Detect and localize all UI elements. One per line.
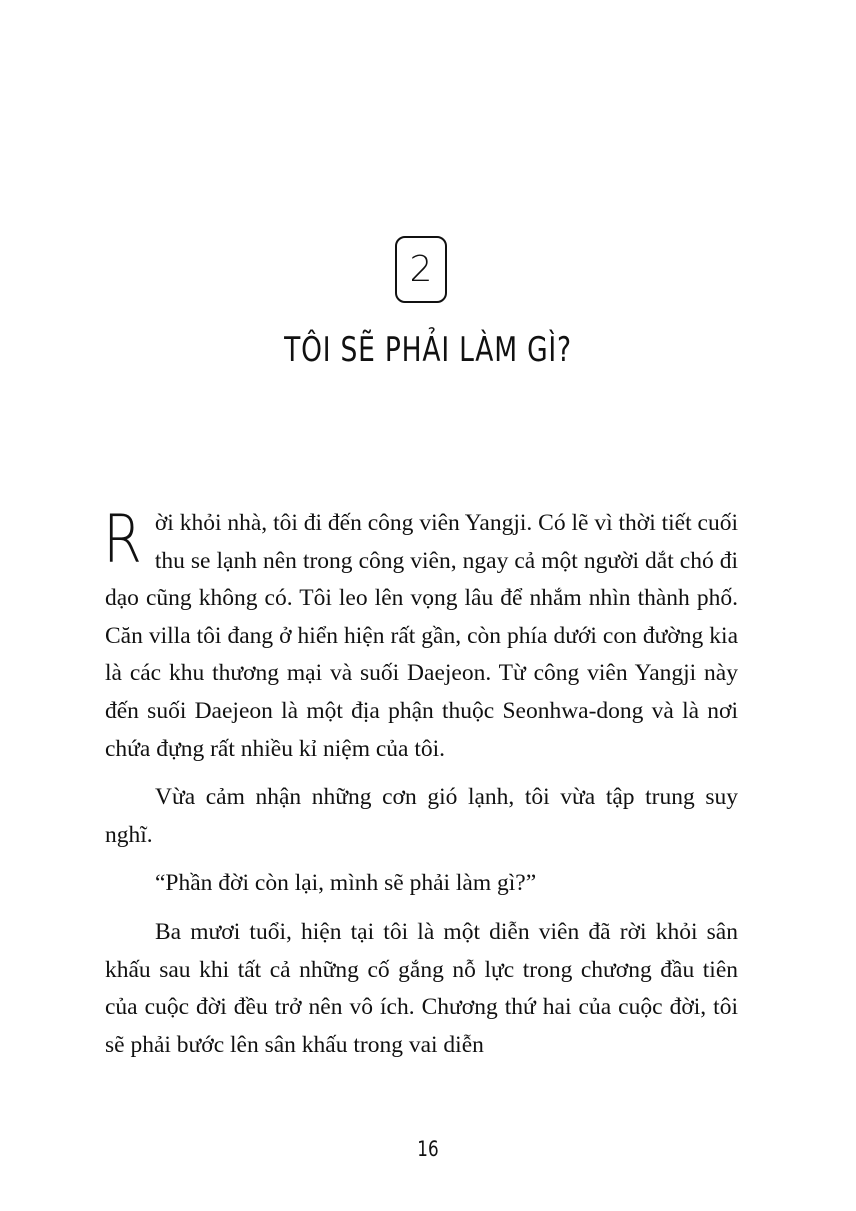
paragraph-4: Ba mươi tuổi, hiện tại tôi là một diễn viên đã rời khỏi sân khấu sau khi tất cả những cố gắng nỗ lực trong chương đầu tiên của cuộc đời đều trở nên vô ích. Chương thứ hai của cuộc đời, tôi sẽ phải bước lên sân khấu trong vai diễn bbox=[105, 918, 738, 1058]
paragraph-2: Vừa cảm nhận những cơn gió lạnh, tôi vừa tập trung suy nghĩ. bbox=[105, 784, 738, 848]
paragraph-1-text: ời khỏi nhà, tôi đi đến công viên Yangji. Có lẽ vì thời tiết cuối thu se lạnh nên trong công viên, ngay cả một người dắt chó đi dạo cũng không có. Tôi leo lên vọng lâu để nhắm nhìn thành phố. Căn villa tôi đang ở hiển hiện rất gần, còn phía dưới con đường kia là các khu thương mại và suối Daejeon. Từ công viên Yangji này đến suối Daejeon là một địa phận thuộc Seonhwa-dong và là nơi chứa đựng rất nhiều kỉ niệm của tôi. bbox=[105, 510, 738, 762]
page-number: 16 bbox=[417, 1137, 439, 1161]
paragraph-1 bbox=[103, 501, 738, 768]
drop-cap: R bbox=[103, 501, 142, 578]
chapter-number-box bbox=[395, 236, 447, 303]
body-text bbox=[103, 501, 738, 1075]
chapter-number: 2 bbox=[409, 248, 433, 290]
paragraph-3: “Phần đời còn lại, mình sẽ phải làm gì?” bbox=[155, 870, 537, 897]
chapter-title: TÔI SẼ PHẢI LÀM GÌ? bbox=[284, 330, 572, 370]
